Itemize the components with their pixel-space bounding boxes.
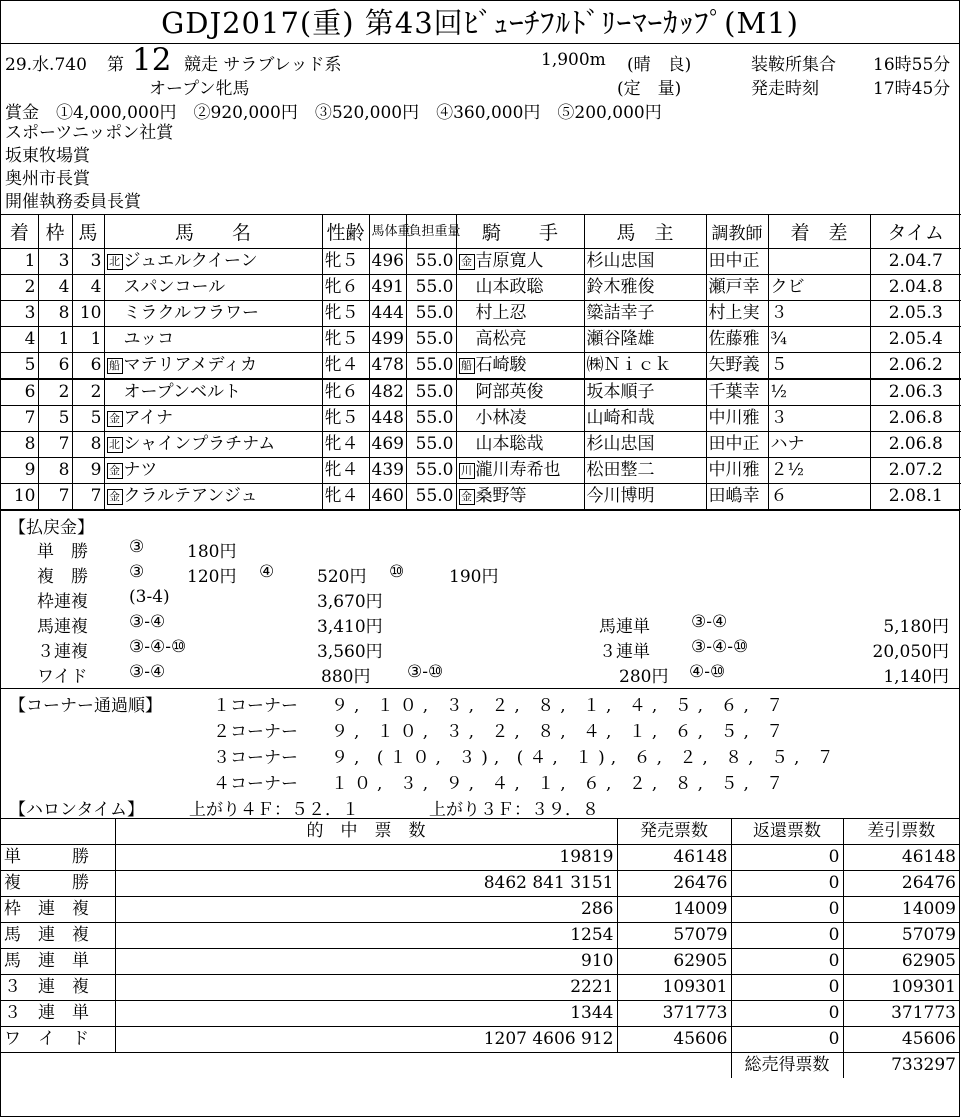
horse-name: クラルテアンジュ (123, 486, 258, 506)
owner-name: 杉山忠国 (584, 249, 706, 275)
frame-number: 8 (38, 458, 72, 484)
body-weight: 469 (369, 432, 406, 458)
sex-age: 牝５ (322, 301, 369, 327)
place-combo-2: ④ (259, 562, 275, 582)
affiliation-mark: 船 (459, 358, 475, 374)
horse-name-cell (104, 327, 322, 353)
result-row (1, 432, 961, 458)
finish-position: 5 (1, 353, 38, 380)
net-votes: 26476 (843, 871, 959, 897)
date-code: 29.水.740 (5, 55, 87, 75)
result-row (1, 379, 961, 406)
trainer-name: 瀬戸幸 (706, 275, 768, 301)
col-time: タイム (870, 215, 961, 249)
owner-name: 瀬谷隆雄 (584, 327, 706, 353)
votes-row (1, 949, 959, 975)
carried-weight: 55.0 (406, 327, 456, 353)
body-weight: 439 (369, 458, 406, 484)
net-votes: 46148 (843, 845, 959, 871)
jockey-name-cell (456, 458, 584, 484)
bracket-amount: 3,670円 (317, 592, 383, 612)
trainer-name: 佐藤雅 (706, 327, 768, 353)
jockey-name: 桑野等 (475, 486, 527, 506)
jockey-name-cell (456, 484, 584, 510)
frame-number: 7 (38, 484, 72, 510)
race-header (1, 44, 959, 122)
col-owner: 馬 主 (584, 215, 706, 249)
total-value: 733297 (843, 1053, 959, 1079)
frame-number: 1 (38, 327, 72, 353)
win-combo: ③ (129, 537, 145, 557)
race-number: 12 (132, 42, 172, 78)
carried-weight: 55.0 (406, 484, 456, 510)
body-weight: 482 (369, 379, 406, 406)
finish-margin: ３ (768, 406, 870, 432)
affiliation-mark: 北 (107, 254, 123, 270)
finish-time: 2.07.2 (870, 458, 961, 484)
track-condition: (晴 良) (627, 55, 692, 75)
corner-3-label: ３コーナー (213, 748, 298, 768)
returned-votes: 0 (731, 975, 843, 1001)
bracket-combo: (3-4) (129, 587, 170, 607)
carried-weight: 55.0 (406, 379, 456, 406)
sold-votes: 109301 (617, 975, 731, 1001)
hit-votes: 8462 841 3151 (115, 871, 617, 897)
jockey-name: 村上忍 (475, 303, 527, 323)
finish-time: 2.05.3 (870, 301, 961, 327)
horse-name-cell (104, 432, 322, 458)
trainer-name: 田中正 (706, 432, 768, 458)
net-votes: 45606 (843, 1027, 959, 1053)
trio-amount: 3,560円 (317, 642, 383, 662)
owner-name: 松田整二 (584, 458, 706, 484)
award-item: スポーツニッポン社賞 (5, 123, 174, 143)
horse-number: 9 (72, 458, 104, 484)
owner-name: 坂本順子 (584, 379, 706, 406)
bet-type: ワ イ ド (1, 1027, 115, 1053)
race-category: オープン牝馬 (149, 79, 250, 99)
carried-weight: 55.0 (406, 406, 456, 432)
trio-combo: ③-④-⑩ (129, 637, 187, 657)
corner-2-order: ９, １０, ３, ２, ８, ４, １, ６, ５, ７ (331, 722, 790, 742)
affiliation-mark: 金 (459, 489, 475, 505)
horse-number: 1 (72, 327, 104, 353)
sex-age: 牝５ (322, 249, 369, 275)
owner-name: ㈱Ｎｉｃｋ (584, 353, 706, 380)
finish-margin: ５ (768, 353, 870, 380)
horse-number: 4 (72, 275, 104, 301)
frame-number: 3 (38, 249, 72, 275)
corner-heading: 【コーナー通過順】 (9, 696, 162, 716)
horse-name-cell (104, 406, 322, 432)
quinella-combo: ③-④ (129, 612, 166, 632)
corner-4-order: １０, ３, ９, ４, １, ６, ２, ８, ５, ７ (331, 774, 790, 794)
wide-combo-1: ③-④ (129, 662, 166, 682)
finish-position: 4 (1, 327, 38, 353)
award-item: 奥州市長賞 (5, 169, 90, 189)
owner-name: 簗詰幸子 (584, 301, 706, 327)
race-title: GDJ2017(重) 第43回ﾋﾞｭｰﾁﾌﾙﾄﾞﾘｰﾏｰｶｯﾌﾟ(M1) (1, 1, 959, 44)
sex-age: 牝４ (322, 353, 369, 380)
race-prefix: 第 (107, 55, 124, 75)
col-margin: 着 差 (768, 215, 870, 249)
sold-votes: 46148 (617, 845, 731, 871)
win-amount: 180円 (187, 542, 237, 562)
finish-margin (768, 249, 870, 275)
affiliation-mark: 金 (107, 463, 123, 479)
wide-label: ワイド (37, 667, 88, 687)
sold-votes: 14009 (617, 897, 731, 923)
finish-time: 2.06.2 (870, 353, 961, 380)
quinella-label: 馬連複 (37, 617, 88, 637)
finish-time: 2.08.1 (870, 484, 961, 510)
trainer-name: 矢野義 (706, 353, 768, 380)
carried-weight: 55.0 (406, 249, 456, 275)
returned-votes: 0 (731, 1027, 843, 1053)
corner-1-label: １コーナー (213, 696, 298, 716)
weight-rule: (定 量) (617, 79, 682, 99)
exacta-combo: ③-④ (691, 612, 728, 632)
horse-number: 2 (72, 379, 104, 406)
horse-name-cell (104, 484, 322, 510)
bet-type: 複 勝 (1, 871, 115, 897)
horse-name-cell (104, 458, 322, 484)
jockey-name: 阿部英俊 (475, 382, 544, 402)
votes-row (1, 1001, 959, 1027)
col-frame: 枠 (38, 215, 72, 249)
horse-name-cell (104, 275, 322, 301)
result-row (1, 275, 961, 301)
trifecta-amount: 20,050円 (872, 642, 949, 662)
horse-name: マテリアメディカ (123, 355, 258, 375)
horse-number: 8 (72, 432, 104, 458)
place-label: 複 勝 (37, 567, 88, 587)
owner-name: 今川博明 (584, 484, 706, 510)
votes-row (1, 1027, 959, 1053)
place-combo-3: ⑩ (389, 562, 405, 582)
net-votes: 371773 (843, 1001, 959, 1027)
carried-weight: 55.0 (406, 353, 456, 380)
sex-age: 牝５ (322, 406, 369, 432)
votes-col-returned: 返還票数 (731, 819, 843, 845)
horse-name: シャインプラチナム (123, 434, 276, 454)
col-body-weight: 馬体重 (369, 215, 406, 249)
body-weight: 496 (369, 249, 406, 275)
carried-weight: 55.0 (406, 432, 456, 458)
horse-number: 3 (72, 249, 104, 275)
result-row (1, 327, 961, 353)
horse-name: ナツ (123, 460, 158, 480)
finish-margin: ２½ (768, 458, 870, 484)
finish-time: 2.05.4 (870, 327, 961, 353)
finish-time: 2.04.7 (870, 249, 961, 275)
jockey-name-cell (456, 432, 584, 458)
exacta-label: 馬連単 (599, 617, 650, 637)
finish-time: 2.06.8 (870, 406, 961, 432)
finish-time: 2.04.8 (870, 275, 961, 301)
frame-number: 5 (38, 406, 72, 432)
jockey-name-cell (456, 249, 584, 275)
finish-margin: ３ (768, 301, 870, 327)
frame-number: 7 (38, 432, 72, 458)
wide-combo-3: ④-⑩ (689, 662, 726, 682)
sold-votes: 62905 (617, 949, 731, 975)
race-type: 競走 サラブレッド系 (184, 55, 342, 75)
hit-votes: 1207 4606 912 (115, 1027, 617, 1053)
finish-margin: ¾ (768, 327, 870, 353)
votes-col-type (1, 819, 115, 845)
affiliation-mark: 金 (459, 254, 475, 270)
payout-heading: 【払戻金】 (9, 518, 94, 538)
start-time: 17時45分 (873, 79, 951, 99)
col-horse-name: 馬 名 (104, 215, 322, 249)
bracket-label: 枠連複 (37, 592, 88, 612)
horse-name: ユッコ (123, 329, 175, 349)
gather-time: 16時55分 (873, 55, 951, 75)
sex-age: 牝６ (322, 379, 369, 406)
finish-margin: ハナ (768, 432, 870, 458)
body-weight: 499 (369, 327, 406, 353)
returned-votes: 0 (731, 949, 843, 975)
jockey-name-cell (456, 353, 584, 380)
returned-votes: 0 (731, 897, 843, 923)
horse-name: スパンコール (123, 277, 226, 297)
bet-type: 枠 連 複 (1, 897, 115, 923)
result-row (1, 301, 961, 327)
votes-total-row (1, 1053, 959, 1079)
corner-section (1, 688, 959, 818)
body-weight: 491 (369, 275, 406, 301)
bet-type: ３ 連 単 (1, 1001, 115, 1027)
trainer-name: 中川雅 (706, 458, 768, 484)
affiliation-mark: 金 (107, 411, 123, 427)
last-4f: 上がり４Ｆ：５２．１ (189, 800, 359, 820)
wide-amount-2: 280円 (619, 667, 669, 687)
results-header-row (1, 215, 961, 249)
finish-position: 1 (1, 249, 38, 275)
quinella-amount: 3,410円 (317, 617, 383, 637)
sold-votes: 57079 (617, 923, 731, 949)
body-weight: 444 (369, 301, 406, 327)
hit-votes: 910 (115, 949, 617, 975)
net-votes: 109301 (843, 975, 959, 1001)
finish-margin: ６ (768, 484, 870, 510)
place-combo-1: ③ (129, 562, 145, 582)
body-weight: 448 (369, 406, 406, 432)
bet-type: 馬 連 単 (1, 949, 115, 975)
trainer-name: 中川雅 (706, 406, 768, 432)
votes-row (1, 897, 959, 923)
frame-number: 2 (38, 379, 72, 406)
finish-position: 6 (1, 379, 38, 406)
trifecta-label: ３連単 (599, 642, 650, 662)
votes-col-sold: 発売票数 (617, 819, 731, 845)
votes-col-net: 差引票数 (843, 819, 959, 845)
last-3f: 上がり３Ｆ：３９．８ (429, 800, 599, 820)
prize-list: 賞金 ①4,000,000円 ②920,000円 ③520,000円 ④360,000円 ⑤200,000円 (5, 103, 662, 123)
jockey-name-cell (456, 379, 584, 406)
jockey-name: 瀧川寿希也 (475, 460, 561, 480)
award-list (1, 122, 959, 214)
frame-number: 4 (38, 275, 72, 301)
hit-votes: 1344 (115, 1001, 617, 1027)
carried-weight: 55.0 (406, 458, 456, 484)
col-carried-weight: 負担重量 (406, 215, 456, 249)
finish-position: 8 (1, 432, 38, 458)
frame-number: 8 (38, 301, 72, 327)
results-table (1, 214, 961, 510)
hit-votes: 1254 (115, 923, 617, 949)
jockey-name: 石崎駿 (475, 355, 527, 375)
total-label: 総売得票数 (731, 1053, 843, 1079)
finish-time: 2.06.8 (870, 432, 961, 458)
jockey-name: 高松亮 (475, 329, 527, 349)
horse-name-cell (104, 379, 322, 406)
wide-amount-3: 1,140円 (883, 667, 949, 687)
jockey-name-cell (456, 327, 584, 353)
affiliation-mark: 北 (107, 437, 123, 453)
corner-3-order: ９, (１０, ３), (４, １), ６, ２, ８, ５, ７ (331, 748, 840, 768)
net-votes: 57079 (843, 923, 959, 949)
wide-amount-1: 880円 (321, 667, 371, 687)
frame-number: 6 (38, 353, 72, 380)
jockey-name: 山本政聡 (475, 277, 544, 297)
horse-name-cell (104, 353, 322, 380)
sex-age: 牝６ (322, 275, 369, 301)
sex-age: 牝４ (322, 458, 369, 484)
trio-label: ３連複 (37, 642, 88, 662)
sex-age: 牝５ (322, 327, 369, 353)
votes-table (1, 818, 959, 1078)
body-weight: 478 (369, 353, 406, 380)
trainer-name: 田嶋幸 (706, 484, 768, 510)
votes-row (1, 871, 959, 897)
affiliation-mark: 川 (459, 463, 475, 479)
sold-votes: 45606 (617, 1027, 731, 1053)
col-sex-age: 性齢 (322, 215, 369, 249)
col-jockey: 騎 手 (456, 215, 584, 249)
horse-name-cell (104, 249, 322, 275)
horse-name: ミラクルフラワー (123, 303, 259, 323)
wide-combo-2: ③-⑩ (407, 662, 444, 682)
jockey-name-cell (456, 301, 584, 327)
win-label: 単 勝 (37, 542, 88, 562)
col-horse-number: 馬 (72, 215, 104, 249)
result-row (1, 406, 961, 432)
finish-margin: ½ (768, 379, 870, 406)
trainer-name: 田中正 (706, 249, 768, 275)
jockey-name: 小林凌 (475, 408, 527, 428)
horse-name: オープンベルト (123, 382, 241, 402)
body-weight: 460 (369, 484, 406, 510)
result-row (1, 458, 961, 484)
finish-position: 9 (1, 458, 38, 484)
result-row (1, 353, 961, 380)
horse-number: 10 (72, 301, 104, 327)
owner-name: 鈴木雅俊 (584, 275, 706, 301)
gather-label: 装鞍所集合 (751, 55, 836, 75)
exacta-amount: 5,180円 (883, 617, 949, 637)
jockey-name: 吉原寛人 (475, 251, 544, 271)
corner-1-order: ９, １０, ３, ２, ８, １, ４, ５, ６, ７ (331, 696, 790, 716)
finish-position: 3 (1, 301, 38, 327)
owner-name: 山崎和哉 (584, 406, 706, 432)
award-item: 開催執務委員長賞 (5, 192, 141, 212)
place-amount-3: 190円 (449, 567, 499, 587)
start-label: 発走時刻 (751, 79, 819, 99)
carried-weight: 55.0 (406, 301, 456, 327)
horse-number: 6 (72, 353, 104, 380)
corner-4-label: ４コーナー (213, 774, 298, 794)
jockey-name: 山本聡哉 (475, 434, 544, 454)
race-distance: 1,900m (541, 50, 606, 70)
affiliation-mark: 金 (107, 489, 123, 505)
horse-name: ジュエルクイーン (123, 251, 258, 271)
votes-row (1, 923, 959, 949)
returned-votes: 0 (731, 1001, 843, 1027)
net-votes: 14009 (843, 897, 959, 923)
sex-age: 牝４ (322, 484, 369, 510)
returned-votes: 0 (731, 871, 843, 897)
votes-row (1, 845, 959, 871)
returned-votes: 0 (731, 923, 843, 949)
payout-section (1, 510, 959, 688)
place-amount-1: 120円 (187, 567, 237, 587)
affiliation-mark: 船 (107, 358, 123, 374)
finish-position: 2 (1, 275, 38, 301)
trainer-name: 村上実 (706, 301, 768, 327)
finish-position: 7 (1, 406, 38, 432)
horse-number: 5 (72, 406, 104, 432)
carried-weight: 55.0 (406, 275, 456, 301)
jockey-name-cell (456, 406, 584, 432)
votes-col-hit: 的 中 票 数 (115, 819, 617, 845)
sold-votes: 26476 (617, 871, 731, 897)
result-row (1, 484, 961, 510)
hit-votes: 2221 (115, 975, 617, 1001)
place-amount-2: 520円 (317, 567, 367, 587)
bet-type: 馬 連 複 (1, 923, 115, 949)
furlong-heading: 【ハロンタイム】 (9, 800, 144, 820)
returned-votes: 0 (731, 845, 843, 871)
finish-position: 10 (1, 484, 38, 510)
hit-votes: 19819 (115, 845, 617, 871)
horse-name-cell (104, 301, 322, 327)
bet-type: 単 勝 (1, 845, 115, 871)
finish-margin: クビ (768, 275, 870, 301)
finish-time: 2.06.3 (870, 379, 961, 406)
votes-row (1, 975, 959, 1001)
trifecta-combo: ③-④-⑩ (691, 637, 749, 657)
result-row (1, 249, 961, 275)
net-votes: 62905 (843, 949, 959, 975)
hit-votes: 286 (115, 897, 617, 923)
bet-type: ３ 連 複 (1, 975, 115, 1001)
owner-name: 杉山忠国 (584, 432, 706, 458)
trainer-name: 千葉幸 (706, 379, 768, 406)
jockey-name-cell (456, 275, 584, 301)
votes-header-row (1, 819, 959, 845)
award-item: 坂東牧場賞 (5, 146, 90, 166)
corner-2-label: ２コーナー (213, 722, 298, 742)
horse-number: 7 (72, 484, 104, 510)
col-trainer: 調教師 (706, 215, 768, 249)
sold-votes: 371773 (617, 1001, 731, 1027)
col-position: 着 (1, 215, 38, 249)
sex-age: 牝４ (322, 432, 369, 458)
horse-name: アイナ (123, 408, 173, 428)
